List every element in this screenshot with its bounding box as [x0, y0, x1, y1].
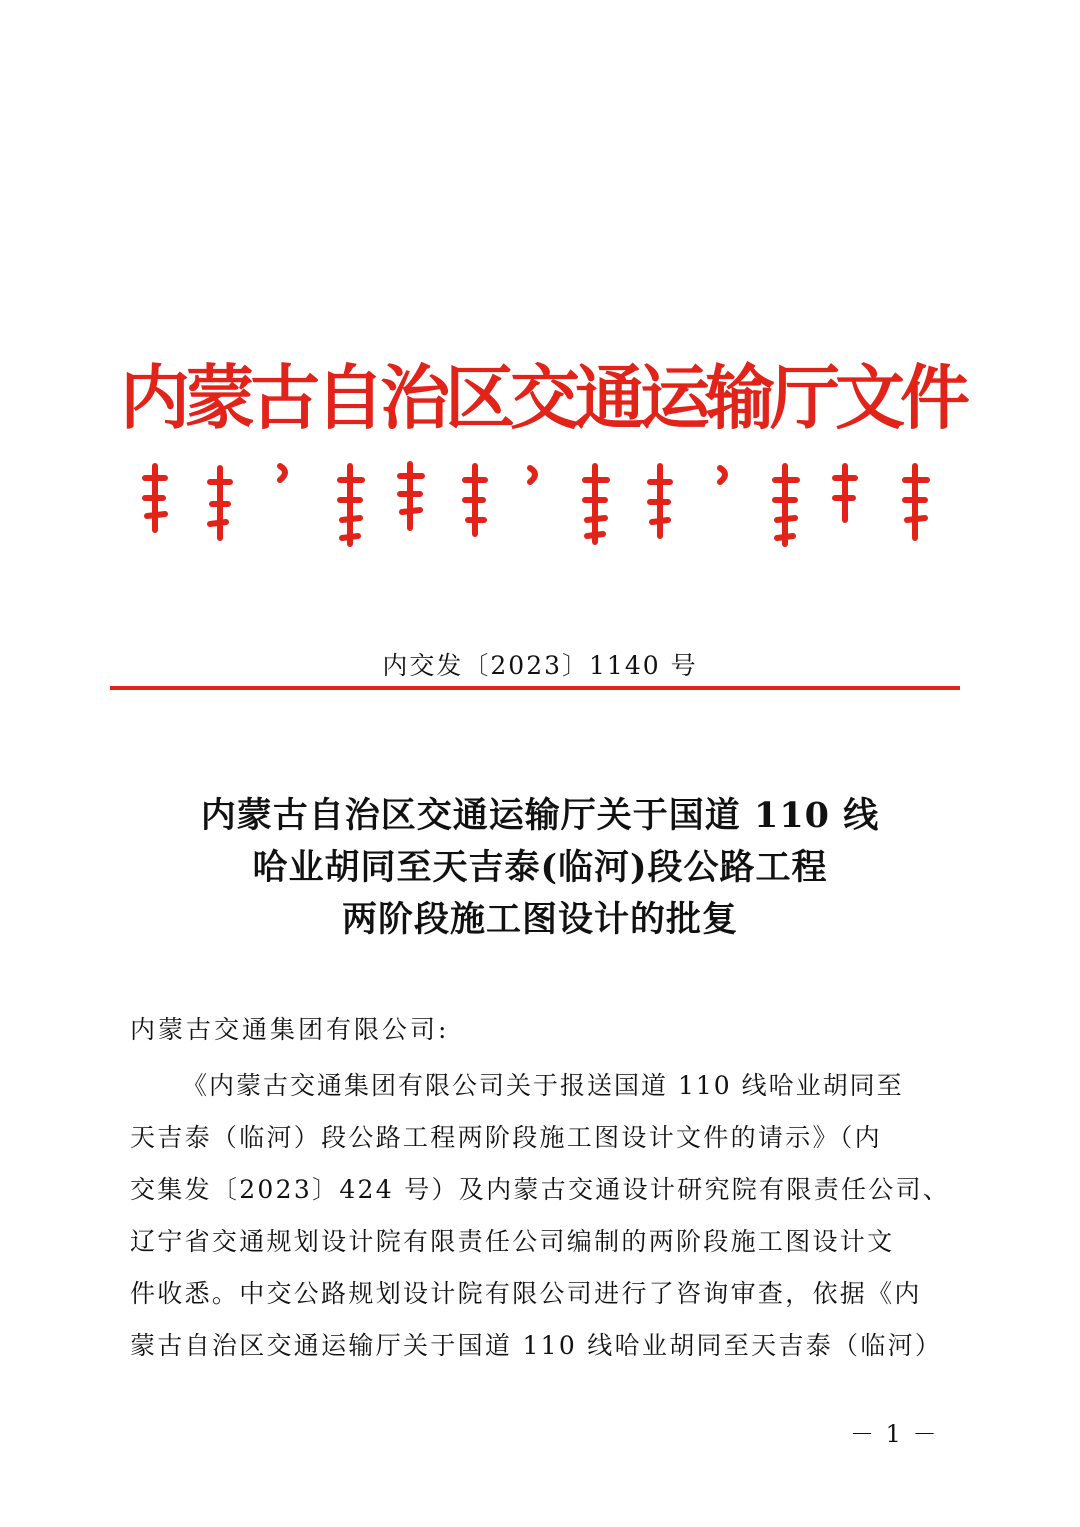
body-line: 件收悉。中交公路规划设计院有限公司进行了咨询审查，依据《内: [130, 1279, 922, 1308]
body-line: 天吉泰（临河）段公路工程两阶段施工图设计文件的请示》（内: [130, 1123, 882, 1152]
red-divider-line: [110, 686, 960, 690]
addressee: 内蒙古交通集团有限公司:: [130, 1015, 450, 1044]
title-line-1: 内蒙古自治区交通运输厅关于国道 110 线: [200, 795, 880, 836]
mongolian-script-logo: [130, 458, 950, 548]
title-line-3: 两阶段施工图设计的批复: [341, 899, 738, 940]
title-line-2: 哈业胡同至天吉泰(临河)段公路工程: [252, 847, 828, 888]
body-line: 《内蒙古交通集团有限公司关于报送国道 110 线哈业胡同至: [182, 1071, 904, 1100]
page-number: － 1 －: [850, 1420, 939, 1448]
body-text: [130, 1060, 950, 1372]
document-number: 内交发〔2023〕1140 号: [382, 651, 698, 680]
document-title: [100, 790, 980, 946]
body-line: 辽宁省交通规划设计院有限责任公司编制的两阶段施工图设计文: [130, 1227, 895, 1256]
body-line: 交集发〔2023〕424 号）及内蒙古交通设计研究院有限责任公司、: [130, 1175, 951, 1204]
body-line: 蒙古自治区交通运输厅关于国道 110 线哈业胡同至天吉泰（临河）: [130, 1331, 943, 1360]
issuing-authority-title: 内蒙古自治区交通运输厅文件: [120, 356, 965, 439]
